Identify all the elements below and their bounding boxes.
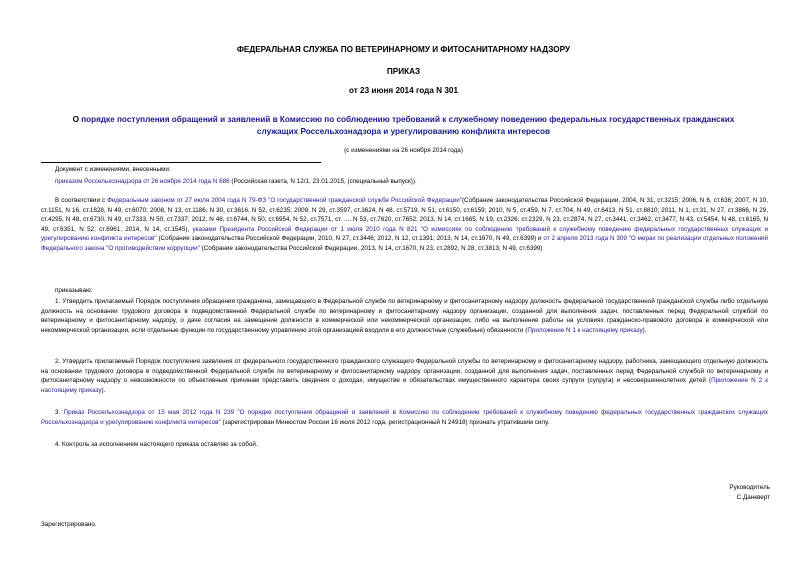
order-239-link[interactable]: Приказ Россельхознадзора от 15 мая 2012 года N 239 "О порядке поступления обращений и заявлений в Комиссию по соблюдению требований к служебному поведению федеральных государственных гражданских служащих Россельхознадзора и урегулированию конфликта интересов"	[41, 409, 768, 426]
decree-309-link[interactable]: от 2 апреля 2013 года N 309 "О мерах по реализации отдельных положений Федерального закона "О противодействии коррупции"	[41, 235, 769, 252]
decree-821-link[interactable]: указами Президента Российской Федерации от 1 июля 2010 года N 821 "О комиссиях по соблюдению требований к служебному поведению федеральных государственных служащих и урегулированию конфликта интересов"	[41, 225, 769, 243]
item-1-end: ).	[642, 326, 647, 334]
title-link[interactable]: порядке поступления обращений и заявлений в Комиссию по соблюдению требований к служебному поведению федеральных государственных гражданских служащих Россельхознадзора и урегулированию конфликта интересов	[81, 115, 735, 136]
amend-line	[55, 178, 417, 185]
divider	[41, 162, 321, 163]
item-1-text: 1. Утвердить прилагаемый Порядок поступления обращения гражданина, замещавшего в Федеральной службе по ветеринарному и фитосанитарному надзору должность федеральной государственной гражданской службы либо отдельную должность на основании трудового договора в подведомственной Федеральной службе по ветеринарному и фитосанитарному надзору организации, созданной для выполнения задач, поставленных перед Федеральной службой по ветеринарному и фитосанитарному надзору, о даче согласия на замещение должности в коммерческой или некоммерческой организации, либо на выполнение работы на условиях гражданско-правового договора в коммерческой или некоммерческой организации, если отдельные функции по государственному управлению этой организацией входили в его должностные (служебные) обязанности (	[41, 298, 768, 334]
appendix-1-link[interactable]: Приложение N 1 к настоящему приказу	[527, 326, 643, 334]
preamble-text-1: В соответствии с	[55, 197, 108, 204]
document-title	[60, 114, 747, 138]
item-3	[41, 408, 768, 427]
signature-name: С.Данкверт	[736, 494, 770, 501]
prikazyvayu-label: приказываю:	[55, 287, 93, 294]
title-prefix: О	[72, 115, 82, 124]
item-2-text: 2. Утвердить прилагаемый Порядок поступления заявления от федерального государственного гражданского служащего Федеральной службы по ветеринарному и фитосанитарному надзору, работника, замещающего отдельную должность на основании трудового договора в подведомственной Федеральной службе по ветеринарному и фитосанитарному надзору организации, созданной для выполнения задач, поставленных перед Федеральной службой по ветеринарному и фитосанитарному надзору о невозможности по объективным причинам представить сведения о доходах, имуществе и обязательствах имущественного характера своих супруги (супруга) и несовершеннолетних детей (	[41, 358, 768, 385]
amend-intro: Документ с изменениями, внесенными:	[55, 166, 171, 173]
date-number-heading: от 23 июня 2014 года N 301	[348, 86, 459, 95]
signature-role: Руководитель	[729, 484, 770, 491]
item-4: 4. Контроль за исполнением настоящего приказа оставляю за собой.	[55, 441, 258, 448]
preamble-text-3: (Собрание законодательства Российской Федерации, 2010, N 27, ст.3446; 2012, N 12, ст.1391; 2013, N 14, ст.1670, N 49, ст.6399) и	[156, 235, 544, 243]
amend-rest: (Российская газета, N 12/1, 23.01.2015, (специальный выпуск)).	[229, 178, 417, 185]
item-3-end: (зарегистрирован Минюстом России 16 июля 2012 года, регистрационный N 24918) признать утратившим силу.	[220, 418, 550, 426]
item-1	[41, 297, 768, 335]
item-2-end: ).	[101, 386, 106, 394]
preamble-paragraph	[41, 196, 768, 254]
amend-link[interactable]: приказом Россельхознадзора от 26 ноября 2014 года N 686	[55, 178, 230, 185]
changes-note: (с изменениями на 26 ноября 2014 года)	[344, 147, 463, 154]
doc-type-heading: ПРИКАЗ	[386, 67, 421, 76]
preamble-text-2: (Собрание законодательства Российской Федерации, 2004, N 31, ст.3215; 2006, N 6, ст.636; 2007, N 10, ст.1151, N 16, ст.1828, N 49, ст.6070; 2008, N 13, ст.1186, N 30, ст.3616, N 52, ст.6235; 2009, N 29, ст.3597, ст.3624, N 48, ст.5719, N 51, ст.6150, ст.6159; 2010, N 5, ст.459, N 7, ст.704, N 49, ст.6413, N 51, ст.6810; 2011, N 1, ст.31, N 27, ст.3866, N 29, ст.4295, N 48, ст.6730, N 49, ст.7333, N 50, ст.7337; 2012, N 48, ст.6744, N 50, ст.6954, N 52, ст.7571, ст. .... N 53, ст.7620, ст.7652; 2013, N 14, ст.1665, N 19, ст.2326, ст.2329, N 23, ст.2874, N 27, ст.3441, ст.3462, ст.3477, N 43, ст.5454, N 48, ст.6165, N 49, ст.6351, N 52, ст.6961; 2014, N 14, ст.1545),	[41, 197, 768, 233]
law-79-link[interactable]: Федеральным законом от 27 июля 2004 года N 79-ФЗ "О государственной гражданской службе Российской Федерации"	[107, 197, 462, 204]
appendix-2-link[interactable]: Приложение N 2 к настоящему приказу	[41, 377, 768, 394]
agency-heading: ФЕДЕРАЛЬНАЯ СЛУЖБА ПО ВЕТЕРИНАРНОМУ И ФИТОСАНИТАРНОМУ НАДЗОРУ	[236, 45, 571, 54]
registered-label: Зарегистрировано.	[41, 521, 97, 528]
item-3-num: 3.	[55, 409, 64, 416]
preamble-text-4: (Собрание законодательства Российской Федерации, 2013, N 14, ст.1670, N 23, ст.2892, N 28, ст.3813, N 49, ст.6399)	[199, 244, 543, 252]
item-2	[41, 357, 768, 395]
